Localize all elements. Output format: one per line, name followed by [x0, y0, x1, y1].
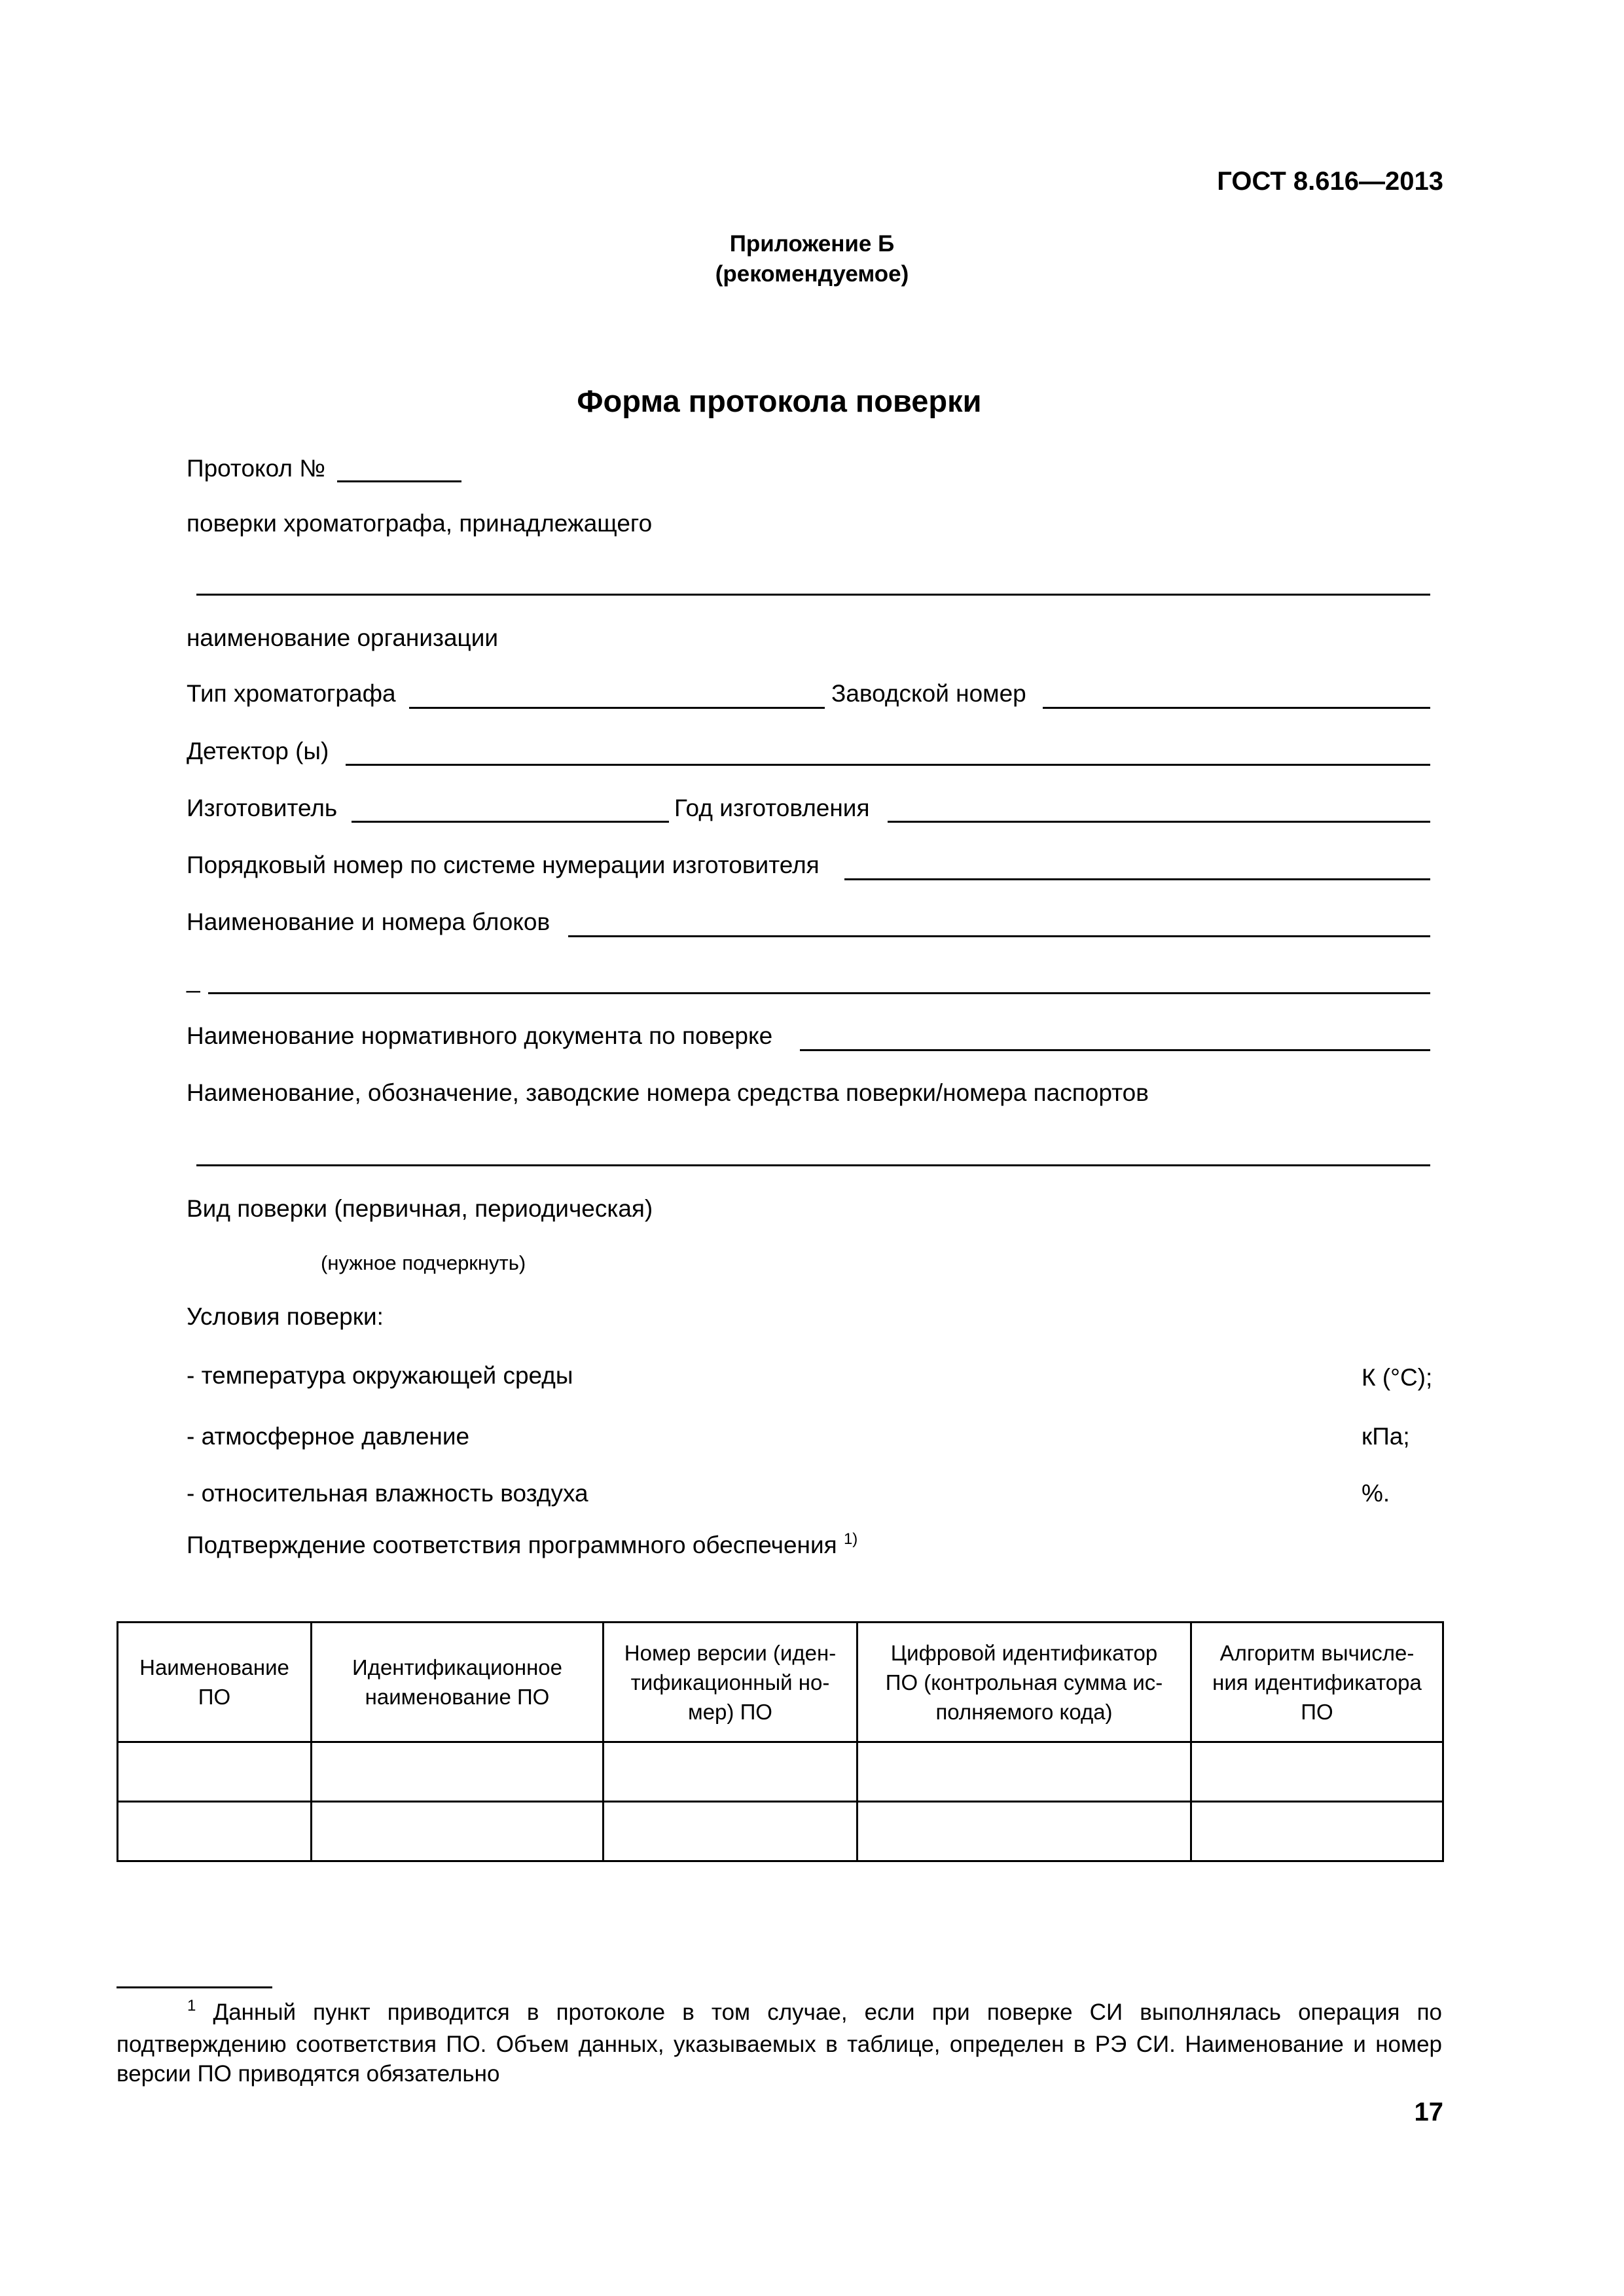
annex-label: Приложение Б	[729, 231, 895, 257]
software-table	[117, 1621, 1444, 1862]
footnote	[117, 1998, 1442, 2089]
serial-number-label: Заводской номер	[831, 680, 1026, 707]
annex-heading	[0, 229, 1624, 289]
protocol-number-label: Протокол №	[187, 455, 325, 482]
underline-hint: (нужное подчеркнуть)	[321, 1251, 526, 1274]
blocks-field[interactable]	[568, 935, 1430, 937]
table-row	[118, 1742, 1443, 1802]
table-cell[interactable]	[118, 1742, 312, 1802]
software-confirm-label	[187, 1531, 857, 1563]
table-cell[interactable]	[312, 1742, 604, 1802]
norm-doc-field[interactable]	[800, 1049, 1430, 1051]
page-number: 17	[1414, 2098, 1443, 2126]
software-confirm-text: Подтверждение соответствия программного обеспечения	[187, 1532, 837, 1558]
serial-number-field[interactable]	[1043, 707, 1430, 709]
serial-order-label: Порядковый номер по системе нумерации изготовителя	[187, 852, 820, 878]
chromatograph-type-field[interactable]	[409, 707, 825, 709]
manufacturer-label: Изготовитель	[187, 795, 338, 821]
table-header-cell: Идентификационное наименование ПО	[312, 1623, 604, 1742]
protocol-number-field[interactable]	[337, 480, 461, 482]
verification-type-label: Вид поверки (первичная, периодическая)	[187, 1195, 653, 1222]
owner-label: поверки хроматографа, принадлежащего	[187, 510, 653, 537]
owner-field[interactable]	[196, 594, 1430, 596]
humidity-label: - относительная влажность воздуха	[187, 1480, 588, 1507]
temperature-unit: К (°С);	[1362, 1364, 1433, 1391]
temperature-label: - температура окружающей среды	[187, 1362, 573, 1389]
table-header-cell: Цифровой идентификатор ПО (контрольная сумма ис- полняемого кода)	[857, 1623, 1191, 1742]
serial-order-field[interactable]	[844, 878, 1430, 880]
footnote-text: Данный пункт приводится в протоколе в том случае, если при поверке СИ выполнялась операция по подтверждению соответствия ПО. Объем данных, указываемых в таблице, определен в РЭ СИ. Наименование и номер версии ПО приводятся обязательно	[117, 2000, 1442, 2087]
manufacture-year-field[interactable]	[888, 821, 1430, 823]
blocks-continuation-dash: _	[187, 966, 200, 993]
detectors-label: Детектор (ы)	[187, 738, 329, 764]
table-header-cell: Алгоритм вычисле- ния идентификатора ПО	[1191, 1623, 1443, 1742]
footnote-separator	[117, 1986, 272, 1988]
software-confirm-footnote-ref: 1)	[843, 1530, 858, 1548]
instruments-label: Наименование, обозначение, заводские номера средства поверки/номера паспортов	[187, 1079, 1149, 1106]
table-row	[118, 1802, 1443, 1861]
table-cell[interactable]	[604, 1742, 857, 1802]
annex-status: (рекомендуемое)	[715, 261, 909, 287]
table-cell[interactable]	[857, 1742, 1191, 1802]
table-cell[interactable]	[857, 1802, 1191, 1861]
norm-doc-label: Наименование нормативного документа по поверке	[187, 1022, 773, 1049]
pressure-label: - атмосферное давление	[187, 1423, 470, 1450]
table-header-row	[118, 1623, 1443, 1742]
page-title: Форма протокола поверки	[577, 384, 982, 418]
standard-code: ГОСТ 8.616—2013	[1217, 167, 1443, 196]
instruments-field[interactable]	[196, 1164, 1430, 1166]
manufacture-year-label: Год изготовления	[674, 795, 870, 821]
table-cell[interactable]	[312, 1802, 604, 1861]
pressure-unit: кПа;	[1362, 1423, 1410, 1450]
blocks-label: Наименование и номера блоков	[187, 908, 550, 935]
detectors-field[interactable]	[346, 764, 1430, 766]
table-cell[interactable]	[1191, 1802, 1443, 1861]
humidity-unit: %.	[1362, 1480, 1390, 1507]
table-cell[interactable]	[604, 1802, 857, 1861]
blocks-continuation-field[interactable]	[208, 992, 1430, 994]
conditions-label: Условия поверки:	[187, 1303, 384, 1330]
table-cell[interactable]	[118, 1802, 312, 1861]
chromatograph-type-label: Тип хроматографа	[187, 680, 396, 707]
manufacturer-field[interactable]	[352, 821, 669, 823]
table-cell[interactable]	[1191, 1742, 1443, 1802]
org-name-caption: наименование организации	[187, 624, 499, 651]
footnote-marker: 1	[187, 1997, 196, 2015]
table-header-cell: Номер версии (иден- тификационный но- мер) ПО	[604, 1623, 857, 1742]
table-header-cell: Наименование ПО	[118, 1623, 312, 1742]
